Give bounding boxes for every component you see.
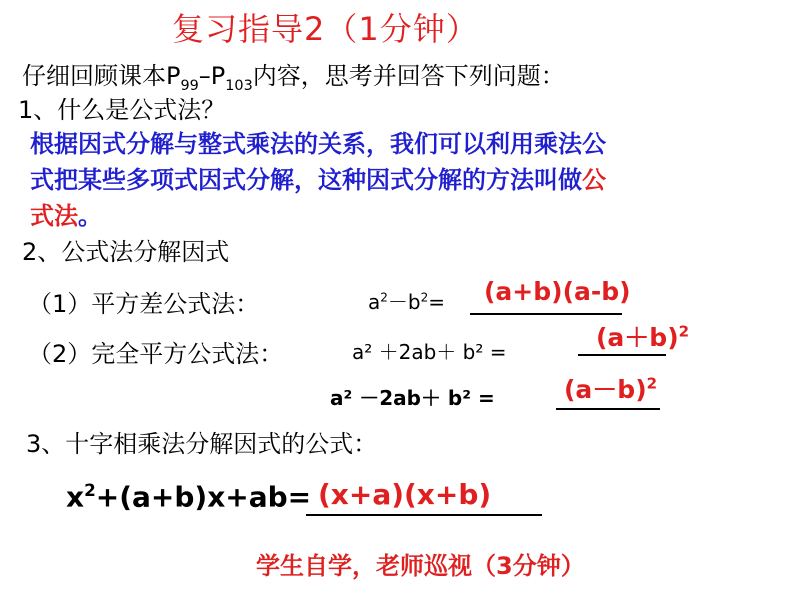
intro-prefix: 仔细回顾课本P xyxy=(22,62,181,90)
q2-item2-blank xyxy=(578,354,666,356)
q2-item1-blank xyxy=(470,313,622,315)
q1-answer-line2-blue: 式把某些多项式因式分解，这种因式分解的方法叫做 xyxy=(30,166,582,194)
q1-answer-line3 xyxy=(30,196,102,231)
footer-note: 学生自学，老师巡视（3分钟） xyxy=(256,552,585,580)
q1-answer-line2-red: 公 xyxy=(582,166,606,194)
q2-label: 2、公式法分解因式 xyxy=(22,238,230,266)
intro-sub2: 103 xyxy=(225,77,253,94)
q2-item1-eq: = xyxy=(428,290,446,314)
q3-formula-sup: 2 xyxy=(84,480,96,500)
q2-item2-answer-wrap xyxy=(596,318,689,354)
q3-answer: (x+a)(x+b) xyxy=(318,478,492,511)
page-title: 复习指导2（1分钟） xyxy=(172,10,479,48)
q3-formula-x: x xyxy=(66,480,85,514)
q2-item3-formula: a² －2ab＋ b² = xyxy=(330,386,495,410)
q2-item3-blank xyxy=(556,408,660,410)
q2-item2-answer-sup: 2 xyxy=(678,322,690,341)
q1-answer-line2 xyxy=(30,160,606,195)
intro-sub1: 99 xyxy=(180,77,199,94)
q2-item1-minus: －b xyxy=(387,290,421,314)
q1-answer-line3-red: 式法 xyxy=(30,202,78,230)
q3-formula-rest: +(a+b)x+ab= xyxy=(95,480,312,514)
intro-text xyxy=(22,56,565,94)
q1-answer-line3-blue: 。 xyxy=(78,202,102,230)
q2-item1-formula xyxy=(368,286,445,315)
q2-item1-a: a xyxy=(368,290,381,314)
intro-suffix: 内容，思考并回答下列问题： xyxy=(252,62,565,90)
q2-item3-answer-sup: 2 xyxy=(646,374,658,393)
q2-item2-label: （2）完全平方公式法： xyxy=(28,340,284,368)
intro-mid: –P xyxy=(198,62,226,90)
q2-item3-answer: (a－b) xyxy=(564,375,647,404)
q1-answer-line1: 根据因式分解与整式乘法的关系，我们可以利用乘法公 xyxy=(30,130,606,158)
q3-label: 3、十字相乘法分解因式的公式： xyxy=(26,430,378,458)
q2-item2-formula: a² ＋2ab＋ b² = xyxy=(352,340,507,364)
q2-item1-label: （1）平方差公式法： xyxy=(28,290,260,318)
q3-blank xyxy=(306,514,542,516)
q2-item1-sup-a: 2 xyxy=(380,290,388,305)
q2-item1-answer: (a+b)(a-b) xyxy=(484,277,631,306)
q3-formula xyxy=(66,480,311,513)
q1-label: 1、什么是公式法？ xyxy=(18,96,226,124)
q2-item1-sup-b: 2 xyxy=(420,290,429,305)
q2-item3-answer-wrap xyxy=(564,370,657,406)
q2-item2-answer: (a＋b) xyxy=(596,323,679,352)
